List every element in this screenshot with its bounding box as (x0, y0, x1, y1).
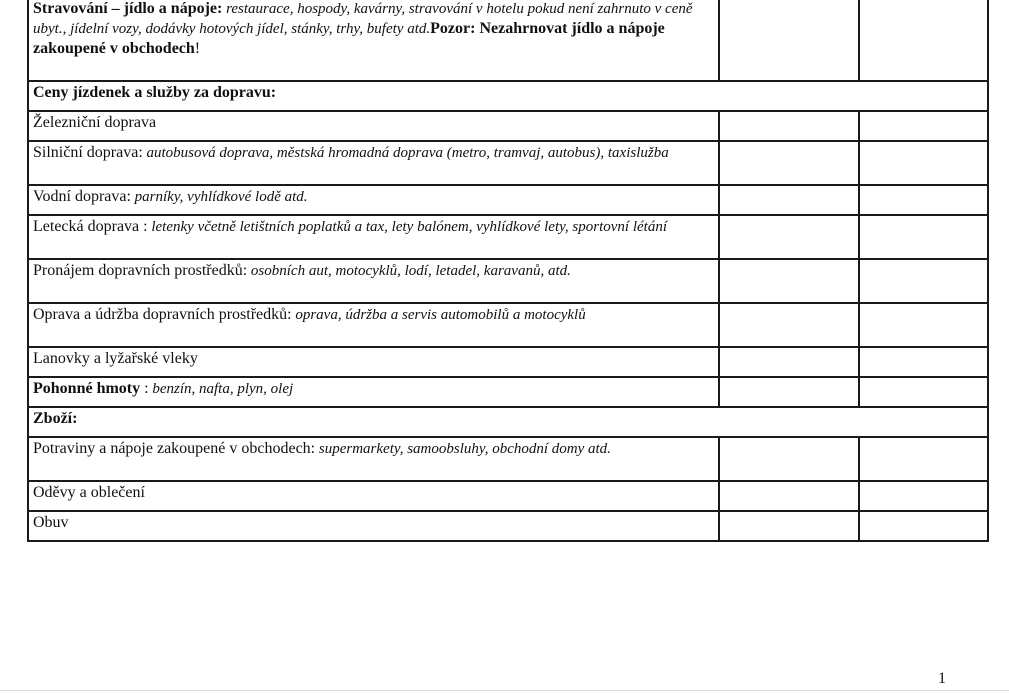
air-detail: letenky včetně letištních poplatků a tax, lety balónem, vyhlídkové lety, sportovní létání (147, 219, 668, 235)
row-label-fuel (28, 377, 719, 407)
value-cell[interactable] (719, 141, 860, 185)
value-cell[interactable] (859, 377, 988, 407)
section-row-transport (28, 81, 988, 111)
value-cell[interactable] (719, 259, 860, 303)
page-bottom-divider (0, 690, 1009, 691)
value-cell[interactable] (859, 481, 988, 511)
fuel-title: Pohonné hmoty (33, 380, 141, 397)
section-heading-transport: Ceny jízdenek a služby za dopravu: (28, 81, 988, 111)
repair-title: Oprava a údržba dopravních prostředků: (33, 306, 292, 323)
table-row-food (28, 0, 988, 81)
table-row-repair (28, 303, 988, 347)
food-warning: Pozor: Nezahrnovat jídlo a nápoje zakoupené v obchodech (33, 20, 665, 57)
groceries-title: Potraviny a nápoje zakoupené v obchodech: (33, 440, 316, 457)
value-cell[interactable] (719, 303, 860, 347)
value-cell[interactable] (859, 303, 988, 347)
water-title: Vodní doprava: (33, 188, 131, 205)
table-row-fuel (28, 377, 988, 407)
value-cell[interactable] (719, 511, 860, 541)
table-row-air (28, 215, 988, 259)
value-cell[interactable] (859, 185, 988, 215)
row-label-food (28, 0, 719, 81)
table-row-road (28, 141, 988, 185)
table-row-rental (28, 259, 988, 303)
value-cell[interactable] (719, 377, 860, 407)
value-cell[interactable] (859, 259, 988, 303)
row-label-clothing: Oděvy a oblečení (28, 481, 719, 511)
value-cell[interactable] (719, 0, 860, 81)
repair-detail: oprava, údržba a servis automobilů a motocyklů (291, 307, 586, 323)
value-cell[interactable] (859, 347, 988, 377)
table-row-cable (28, 347, 988, 377)
row-label-rail: Železniční doprava (28, 111, 719, 141)
row-label-cable: Lanovky a lyžařské vleky (28, 347, 719, 377)
section-heading-goods: Zboží: (28, 407, 988, 437)
row-label-shoes: Obuv (28, 511, 719, 541)
food-warning-end: ! (194, 40, 201, 57)
fuel-detail: benzín, nafta, plyn, olej (148, 381, 294, 397)
value-cell[interactable] (719, 185, 860, 215)
row-label-air (28, 215, 719, 259)
rental-detail: osobních aut, motocyklů, lodí, letadel, karavanů, atd. (247, 263, 571, 279)
table-row-rail (28, 111, 988, 141)
value-cell[interactable] (719, 481, 860, 511)
table-row-shoes (28, 511, 988, 541)
row-label-water (28, 185, 719, 215)
row-label-rental (28, 259, 719, 303)
food-detail: restaurace, hospody, kavárny, stravování v hotelu pokud není zahrnuto v ceně ubyt., jídelní vozy, dodávky hotových jídel, stánky, trhy, bufety atd. (33, 1, 693, 37)
water-detail: parníky, vyhlídkové lodě atd. (130, 189, 308, 205)
road-title: Silniční doprava: (33, 144, 143, 161)
fuel-sep: : (140, 380, 149, 397)
expense-table (27, 0, 989, 542)
air-title: Letecká doprava : (33, 218, 148, 235)
table-row-clothing (28, 481, 988, 511)
row-label-groceries (28, 437, 719, 481)
value-cell[interactable] (859, 141, 988, 185)
section-row-goods (28, 407, 988, 437)
value-cell[interactable] (719, 437, 860, 481)
row-label-road (28, 141, 719, 185)
value-cell[interactable] (859, 215, 988, 259)
value-cell[interactable] (859, 437, 988, 481)
value-cell[interactable] (719, 215, 860, 259)
groceries-detail: supermarkety, samoobsluhy, obchodní domy atd. (315, 441, 611, 457)
row-label-repair (28, 303, 719, 347)
value-cell[interactable] (859, 511, 988, 541)
rental-title: Pronájem dopravních prostředků: (33, 262, 248, 279)
food-title: Stravování – jídlo a nápoje: (33, 0, 223, 17)
table-row-water (28, 185, 988, 215)
page-number: 1 (938, 670, 946, 687)
value-cell[interactable] (719, 111, 860, 141)
value-cell[interactable] (719, 347, 860, 377)
road-detail: autobusová doprava, městská hromadná doprava (metro, tramvaj, autobus), taxislužba (142, 145, 669, 161)
value-cell[interactable] (859, 111, 988, 141)
table-row-groceries (28, 437, 988, 481)
value-cell[interactable] (859, 0, 988, 81)
